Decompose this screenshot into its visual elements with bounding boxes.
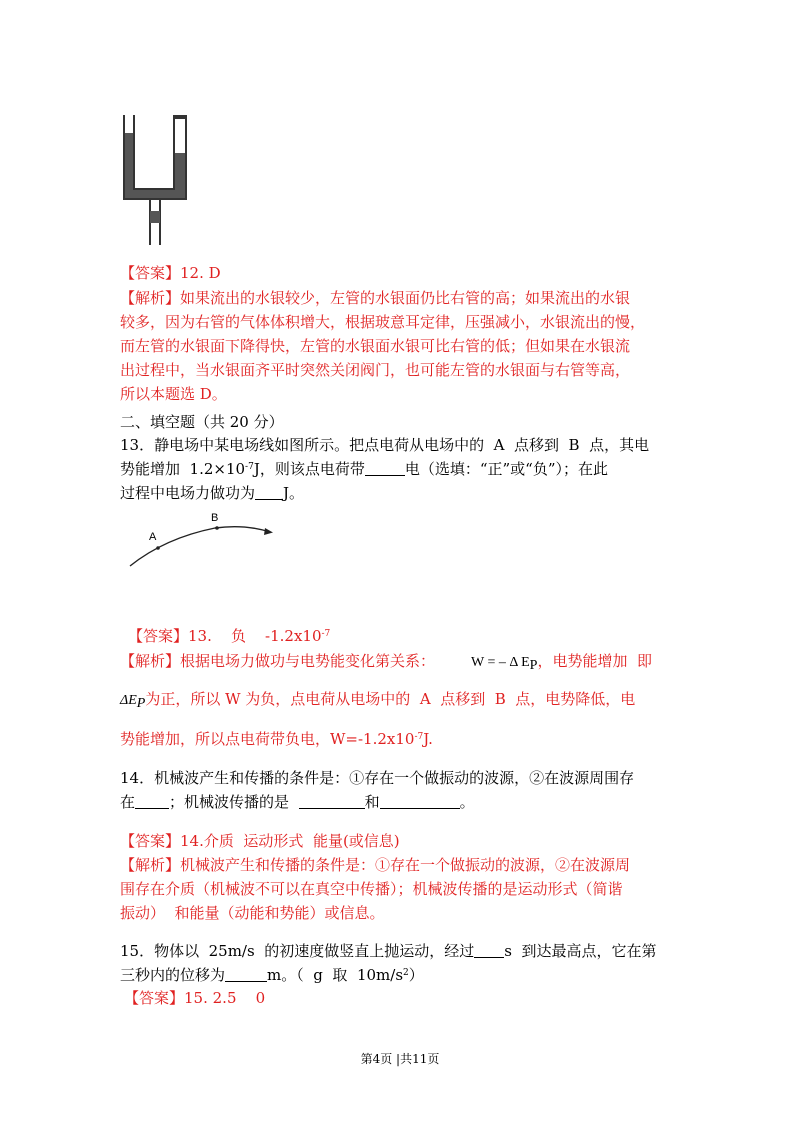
analysis-tag: 【解析】 — [120, 856, 181, 874]
stem-text: m。（ g 取 10m/s — [267, 966, 404, 984]
answer-blank — [255, 485, 283, 500]
point-a-dot — [156, 546, 160, 550]
stem-text: 过程中电场力做功为 — [120, 484, 256, 502]
stem-text: s 到达最高点，它在第 — [504, 942, 657, 960]
analysis-text: 根据电场力做功与电势能变化第关系： — [180, 652, 436, 670]
stem-text: 势能增加 1.2×10 — [120, 460, 246, 478]
field-line-figure — [125, 508, 285, 573]
question-14-stem: 14．机械波产生和传播的条件是：①存在一个做振动的波源，②在波源周围存 — [120, 769, 635, 787]
answer-blank — [135, 794, 169, 809]
stem-text: 15．物体以 25m/s 的初速度做竖直上抛运动，经过 — [120, 942, 475, 960]
exponent: -7 — [321, 629, 331, 639]
answer-blank — [299, 794, 365, 809]
stem-text: 和 — [364, 793, 380, 811]
analysis-line: 围存在介质（机械波不可以在真空中传播）；机械波传播的是运动形式（简谐 — [120, 880, 623, 898]
analysis-line: 如果流出的水银较少，左管的水银面仍比右管的高；如果流出的水银 — [180, 289, 631, 307]
delta-ep-sub: P — [136, 696, 146, 711]
analysis-line: 较多，因为右管的气体体积增大，根据玻意耳定律，压强减小，水银流出的慢， — [120, 313, 646, 331]
analysis-line: 而左管的水银面下降得快，左管的水银面水银可比右管的低；但如果在水银流 — [120, 337, 631, 355]
stem-text: J。 — [283, 484, 305, 502]
answer-tag: 【答案】 — [128, 627, 189, 645]
analysis-line: 机械波产生和传播的条件是：①存在一个做振动的波源，②在波源周 — [180, 856, 631, 874]
stem-text: 在 — [120, 793, 136, 811]
exponent: -7 — [245, 462, 254, 472]
analysis-tag: 【解析】 — [120, 652, 181, 670]
formula: W = – Δ E — [471, 655, 530, 670]
analysis-text: 势能增加，所以点电荷带负电，W=-1.2x10 — [120, 730, 415, 748]
exponent: -7 — [414, 732, 424, 742]
answer-blank — [225, 967, 267, 982]
point-b-label: B — [211, 512, 219, 524]
formula-sub: P — [529, 658, 538, 673]
analysis-line: 出过程中，当水银面齐平时突然关闭阀门，也可能左管的水银面与右管等高， — [120, 361, 631, 379]
stem-text: ；机械波传播的是 — [169, 793, 299, 811]
section-title: 二、填空题（共 20 分） — [120, 413, 284, 431]
answer-blank — [474, 943, 504, 958]
u-tube-figure — [110, 105, 210, 255]
answer-blank — [380, 794, 460, 809]
answer-text: 12. D — [180, 264, 221, 282]
analysis-text: J. — [423, 730, 433, 748]
analysis-line: 所以本题选 D。 — [120, 385, 227, 403]
exponent: 2 — [403, 968, 409, 978]
answer-blank — [365, 461, 405, 476]
answer-text: 13. 负 -1.2x10 — [188, 627, 322, 645]
point-b-dot — [215, 526, 219, 530]
stem-text: ） — [408, 966, 424, 984]
answer-tag: 【答案】 — [120, 832, 181, 850]
analysis-tag: 【解析】 — [120, 289, 181, 307]
answer-text: 15. 2.5 0 — [184, 989, 266, 1007]
stem-text: 电（选填：“正”或“负”）；在此 — [404, 460, 609, 478]
analysis-text: ，电势能增加 即 — [537, 652, 653, 670]
answer-text: 14.介质 运动形式 能量(或信息) — [180, 832, 400, 850]
answer-tag: 【答案】 — [124, 989, 185, 1007]
arrow-head-icon — [264, 528, 273, 535]
stem-text: J，则该点电荷带 — [253, 460, 365, 478]
valve-icon — [150, 211, 160, 223]
page-footer: 第4页 |共11页 — [360, 1052, 440, 1066]
stem-text: 。 — [459, 793, 475, 811]
answer-tag: 【答案】 — [120, 264, 181, 282]
stem-text: 三秒内的位移为 — [120, 966, 226, 984]
analysis-text: 为正，所以 W 为负，点电荷从电场中的 A 点移到 B 点，电势降低，电 — [145, 690, 636, 708]
delta-ep: ΔE — [120, 693, 137, 708]
analysis-line: 振动） 和能量（动能和势能）或信息。 — [120, 904, 385, 922]
point-a-label: A — [149, 531, 157, 543]
question-13-stem: 13．静电场中某电场线如图所示。把点电荷从电场中的 A 点移到 B 点，其电 — [120, 436, 650, 454]
